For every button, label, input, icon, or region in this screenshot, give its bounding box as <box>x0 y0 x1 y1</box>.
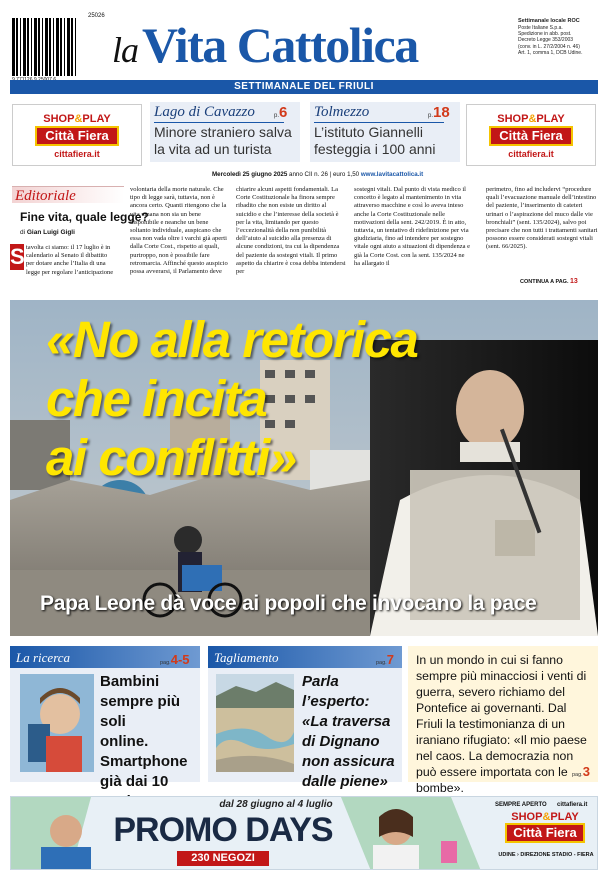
river-photo <box>216 674 294 772</box>
continue-link[interactable]: CONTINUA A PAG. 13 <box>520 278 578 285</box>
shop-play-ad-left[interactable] <box>12 104 142 166</box>
promo-stores-count: 230 NEGOZI <box>177 851 269 866</box>
hero-headline-line: «No alla retorica <box>46 311 418 368</box>
shop-play-ad-right[interactable] <box>466 104 596 166</box>
editorial-tag: Editoriale <box>12 186 124 203</box>
masthead-logo[interactable] <box>112 16 502 76</box>
box-title: Bambini sempre più soli online. Smartphone già dai 10 <box>100 673 188 790</box>
box-kicker: Tagliamento <box>214 650 279 665</box>
shop-ad-url[interactable]: cittafiera.it <box>54 149 100 159</box>
shop-play-logo: SHOP&PLAY <box>43 113 111 125</box>
issue-date: Mercoledì 25 giugno 2025 <box>212 171 288 178</box>
teaser-text: L’istituto Giannelli festeggia i 100 anni <box>314 124 436 157</box>
postal-info <box>518 18 604 56</box>
hero-headline[interactable] <box>46 310 417 487</box>
editorial-dropcap: S <box>10 244 25 269</box>
editorial-column-4: sostegni vitali. Dal punto di vista medico il concetto è legato al mantenimento in vita attraverso macchine e così lo aveva inteso anche la Corte Costituzionale nelle motivazioni della sent. 242/2019. È in atto, tuttavia, un tentativo di ridefinizione per via giudiziaria, fino ad intendere per sostegno vitale ogni aiuto a situazioni di dipendenza e già la Corte Cost. con la sent. 135/2024 ne ha allargato il <box>354 186 471 267</box>
logo-article: la <box>112 30 139 70</box>
barcode <box>12 18 76 76</box>
shop-play-logo: SHOP&PLAY <box>497 113 565 125</box>
box-kicker: La ricerca <box>16 650 71 665</box>
postal-line: Decreto Legge 353/2003 <box>518 37 574 44</box>
hero-headline-line: ai conflitti» <box>46 429 296 486</box>
postal-line: Spedizione in abb. post. <box>518 31 572 38</box>
promo-shop-play-logo: SHOP&PLAY Città Fiera <box>495 811 595 843</box>
box-tagliamento[interactable] <box>208 646 402 790</box>
promo-title: PROMO DAYS <box>113 811 333 849</box>
promo-dates: dal 28 giugno al 4 luglio <box>219 799 333 810</box>
masthead-subtitle: SETTIMANALE DEL FRIULI <box>10 80 598 94</box>
shop-ad-url[interactable]: cittafiera.it <box>508 149 554 159</box>
box-page: pag.7 <box>376 652 394 667</box>
teaser-tolmezzo[interactable] <box>310 102 460 162</box>
issue-info: anno CII n. 26 | euro 1,50 <box>289 171 360 178</box>
teaser-text: Minore straniero salva la vita ad un turista <box>154 124 292 157</box>
website-link[interactable]: www.lavitacattolica.it <box>360 171 424 178</box>
postal-line: Art. 1, comma 1, DCB Udine. <box>518 49 583 56</box>
teaser-kicker: Lago di Cavazzo <box>154 104 255 120</box>
editorial-title[interactable]: Fine vita, quale legge? <box>20 210 149 224</box>
teaser-kicker: Tolmezzo <box>314 104 370 120</box>
promo-days-ad[interactable] <box>10 796 598 870</box>
teaser-underline <box>314 122 444 123</box>
child-phone-photo <box>20 674 94 772</box>
box-page: pag.3 <box>572 764 590 779</box>
hero-caption: Papa Leone dà voce ai popoli che invocano la pace <box>40 592 537 615</box>
citta-fiera-logo: Città Fiera <box>489 126 573 146</box>
box-ricerca[interactable] <box>10 646 200 790</box>
teaser-underline <box>154 122 284 123</box>
dateline <box>212 171 472 178</box>
editorial-author: di Gian Luigi Gigli <box>20 229 75 236</box>
postal-title: Settimanale locale ROC <box>518 18 580 24</box>
promo-always-open: SEMPRE APERTO <box>495 802 547 808</box>
postal-line: (conv. in L. 27/2/2004 n. 46) <box>518 43 580 50</box>
box-page: pag.4-5 <box>160 652 190 667</box>
editorial-column-1: tavolta ci siamo: il 17 luglio è in calendario al Senato il dibattito per dotare anche l’Italia di una legge per regolare l’anticipazione <box>26 244 114 276</box>
editorial-column-5: perimetro, fino ad includervi “procedure quali l’evacuazione manuale dell’intestino del paziente, l’inserimento di cateteri urinari o l’aspirazione del muco dalle vie bronchiali” (sent. 135/2024), salvo poi precisare che non tutti i trattamenti sanitari possono essere considerati sostegni vitali (sent. 66/2025). <box>486 186 598 251</box>
box-mondo-text: In un mondo in cui si fanno sempre più minacciosi i venti di guerra, severo richiamo del Pontefice ai governanti. Dal Friuli la testimonianza di un iraniano rifugiato: «Il mio paese nel caos. La democrazia non può essere importata con le bombe». <box>416 653 587 795</box>
issue-code: 25026 <box>88 13 105 19</box>
promo-address: UDINE › DIREZIONE STADIO - FIERA <box>498 852 594 858</box>
box-mondo[interactable] <box>408 646 598 795</box>
editorial-column-3: chiarire alcuni aspetti fondamentali. La Corte Costituzionale ha finora sempre ribadito che non esiste un diritto al suicidio e che l’interesse della società è per la vita, limitando per questo l’eccezionalità della non punibilità dell’aiuto al suicidio alla presenza di alcune condizioni, tra cui la dipendenza del paziente da sostegni vitali. Il primo aspetto da chiarire è cosa debba intendersi per <box>236 186 346 276</box>
hero-headline-line: che incita <box>46 370 267 427</box>
postal-line: Poste Italiane S.p.a. <box>518 24 563 31</box>
citta-fiera-logo: Città Fiera <box>35 126 119 146</box>
promo-url[interactable]: cittafiera.it <box>557 802 588 808</box>
editorial-column-2: volontaria della morte naturale. Che tipo di legge sarà, tuttavia, non è ancora certo. Quanti ritengono che la vita umana non sia un bene disponibile e neanche un bene soltanto individuale, auspicano che essa non vada oltre i varchi già aperti dalla Corte Cost., rispetto ai quali, purtroppo, non è possibile fare retromarcia. Affinché questo auspicio possa avverarsi, il Parlamento deve <box>130 186 228 276</box>
teaser-page: p.6 <box>274 104 288 121</box>
box-title: Parla l’esperto: «La traversa di Dignano non assicura dalle piene» <box>302 673 395 790</box>
logo-name: Vita Cattolica <box>142 17 418 73</box>
teaser-page: p.18 <box>428 104 450 121</box>
teaser-cavazzo[interactable] <box>150 102 300 162</box>
